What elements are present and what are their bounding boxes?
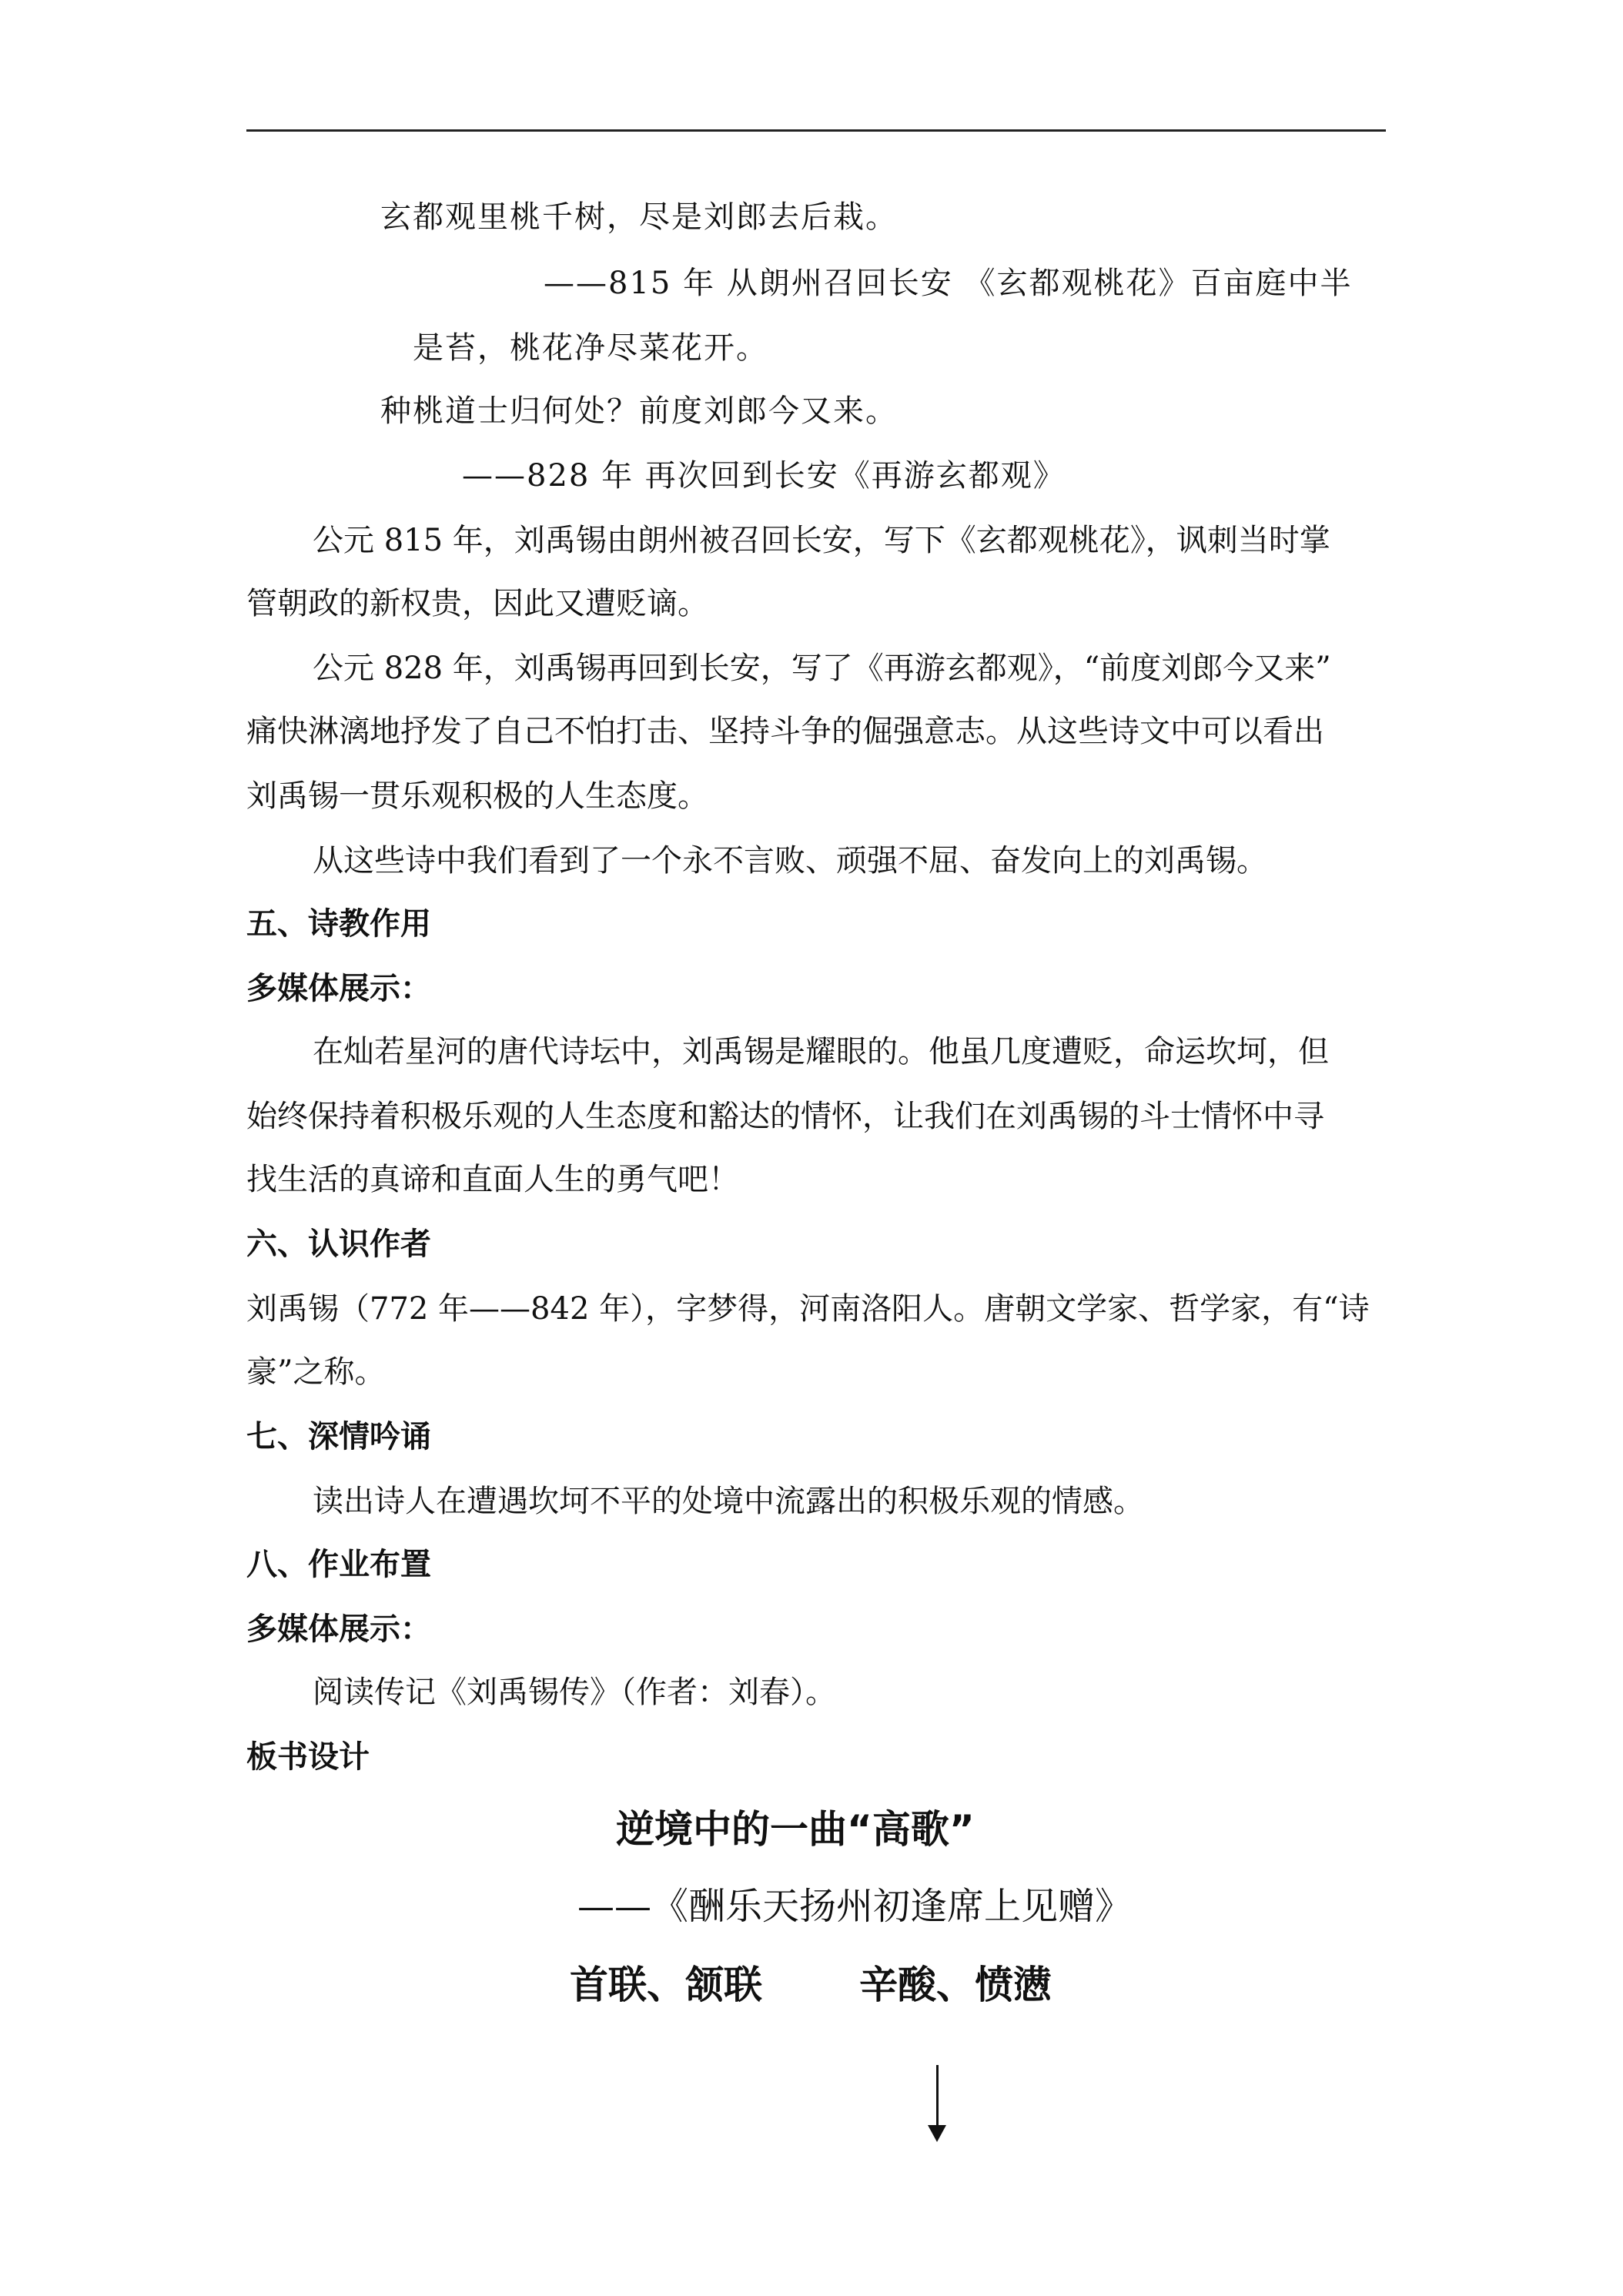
poem-line-2: 种桃道士归何处？前度刘郎今又来。 [380,393,898,429]
down-arrow-icon [928,2125,946,2142]
section-5-line-2: 始终保持着积极乐观的人生态度和豁达的情怀，让我们在刘禹锡的斗士情怀中寻 [246,1099,1324,1134]
paragraph-1-line-2: 管朝政的新权贵，因此又遭贬谪。 [246,586,708,621]
section-8-label: 多媒体展示： [246,1612,431,1647]
poem-line-1: 玄都观里桃千树，尽是刘郎去后栽。 [380,199,898,235]
paragraph-2-line-2: 痛快淋漓地抒发了自己不怕打击、坚持斗争的倔强意志。从这些诗文中可以看出 [246,714,1324,749]
section-6-line-2: 豪”之称。 [246,1354,386,1390]
paragraph-2-line-3: 刘禹锡一贯乐观积极的人生态度。 [246,778,708,814]
board-subtitle: ——《酬乐天扬州初逢席上见赠》 [577,1885,1133,1928]
board-design-label: 板书设计 [246,1739,370,1775]
section-6-line-1: 刘禹锡（772 年——842 年），字梦得，河南洛阳人。唐朝文学家、哲学家，有“诗 [246,1291,1370,1327]
board-left-term: 首联、颔联 [570,1963,762,2007]
poem-attribution-1-cont: 是苔，桃花净尽菜花开。 [413,330,768,366]
down-arrow-shaft [936,2065,939,2133]
section-7-text: 读出诗人在遭遇坎坷不平的处境中流露出的积极乐观的情感。 [313,1484,1144,1519]
section-5-line-1: 在灿若星河的唐代诗坛中，刘禹锡是耀眼的。他虽几度遭贬，命运坎坷，但 [313,1034,1329,1069]
section-7-heading: 七、深情吟诵 [246,1419,431,1454]
poem-attribution-1: ——815 年 从朗州召回长安 《玄都观桃花》百亩庭中半 [544,266,1353,301]
board-title: 逆境中的一曲“高歌” [616,1807,975,1852]
section-5-heading: 五、诗教作用 [246,906,431,942]
section-6-heading: 六、认识作者 [246,1227,431,1262]
paragraph-3: 从这些诗中我们看到了一个永不言败、顽强不屈、奋发向上的刘禹锡。 [313,843,1267,879]
section-8-text: 阅读传记《刘禹锡传》（作者：刘春）。 [313,1675,836,1710]
section-5-line-3: 找生活的真谛和直面人生的勇气吧！ [246,1162,739,1197]
section-8-heading: 八、作业布置 [246,1547,431,1582]
board-right-term: 辛酸、愤懑 [859,1963,1052,2007]
poem-attribution-2: ——828 年 再次回到长安《再游玄都观》 [462,458,1066,494]
header-rule [246,129,1386,132]
section-5-label: 多媒体展示： [246,971,431,1006]
paragraph-1-line-1: 公元 815 年，刘禹锡由朗州被召回长安，写下《玄都观桃花》，讽刺当时掌 [313,523,1330,558]
paragraph-2-line-1: 公元 828 年，刘禹锡再回到长安，写了《再游玄都观》，“前度刘郎今又来” [313,651,1331,686]
